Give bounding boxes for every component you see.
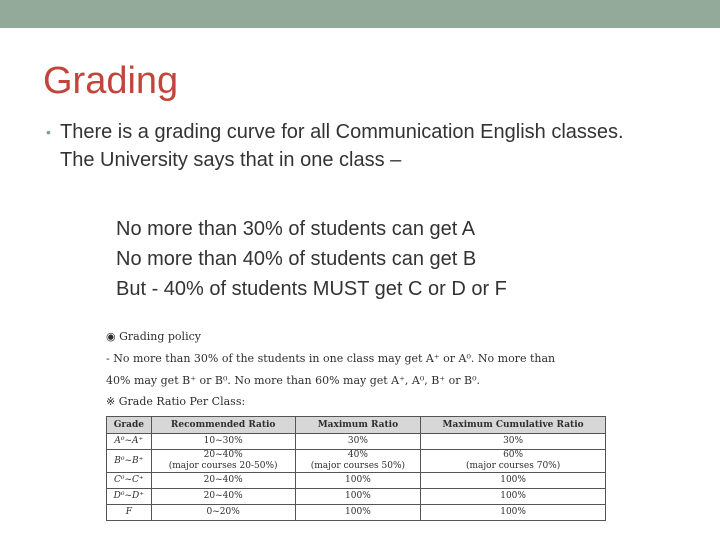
recommended-cell: 20~40% <box>151 489 295 505</box>
column-header: Maximum Cumulative Ratio <box>421 417 606 434</box>
column-header: Recommended Ratio <box>151 417 295 434</box>
bullet-icon: • <box>46 124 51 140</box>
table-row <box>107 489 606 505</box>
bullet-text: There is a grading curve for all Communication English classes. The University says that in one class – <box>60 121 624 171</box>
grade-ratio-table <box>106 416 606 521</box>
maximum-cell <box>295 450 421 473</box>
recommended-note: (major courses 20-50%) <box>168 461 278 471</box>
grade-cell: C⁰~C⁺ <box>107 473 152 489</box>
maximum-cell: 100% <box>295 489 421 505</box>
table-row <box>107 434 606 450</box>
recommended-cell: 0~20% <box>151 505 295 521</box>
policy-text: ※ Grade Ratio Per Class: <box>106 395 246 408</box>
cumulative-note: (major courses 70%) <box>465 461 561 471</box>
recommended-cell <box>151 450 295 473</box>
maximum-value: 40% <box>347 450 368 460</box>
rule-item: No more than 40% of students can get B <box>116 248 477 270</box>
grade-cell: F <box>107 505 152 521</box>
scanned-policy-image <box>102 328 610 530</box>
cumulative-cell: 30% <box>421 434 606 450</box>
maximum-note: (major courses 50%) <box>310 461 406 471</box>
table-header-row <box>107 417 606 434</box>
rules-list <box>116 214 507 304</box>
rule-item: No more than 30% of students can get A <box>116 218 476 240</box>
maximum-cell: 30% <box>295 434 421 450</box>
recommended-cell: 20~40% <box>151 473 295 489</box>
top-banner <box>0 0 720 28</box>
column-header: Maximum Ratio <box>295 417 421 434</box>
grade-cell: A⁰~A⁺ <box>107 434 152 450</box>
maximum-cell: 100% <box>295 473 421 489</box>
table-row <box>107 505 606 521</box>
grade-cell: B⁰~B⁺ <box>107 450 152 473</box>
policy-text: - No more than 30% of the students in one class may get A⁺ or A⁰. No more than <box>106 352 556 365</box>
cumulative-value: 60% <box>503 450 524 460</box>
recommended-cell: 10~30% <box>151 434 295 450</box>
table-row <box>107 450 606 473</box>
cumulative-cell: 100% <box>421 505 606 521</box>
policy-heading: ◉ Grading policy <box>106 330 201 343</box>
slide-title: Grading <box>43 60 179 102</box>
cumulative-cell: 100% <box>421 473 606 489</box>
rule-item: But - 40% of students MUST get C or D or F <box>116 278 507 300</box>
cumulative-cell <box>421 450 606 473</box>
table-row <box>107 473 606 489</box>
column-header: Grade <box>107 417 152 434</box>
policy-text: 40% may get B⁺ or B⁰. No more than 60% may get A⁺, A⁰, B⁺ or B⁰. <box>106 374 481 387</box>
cumulative-cell: 100% <box>421 489 606 505</box>
grade-cell: D⁰~D⁺ <box>107 489 152 505</box>
recommended-value: 20~40% <box>203 450 243 460</box>
maximum-cell: 100% <box>295 505 421 521</box>
